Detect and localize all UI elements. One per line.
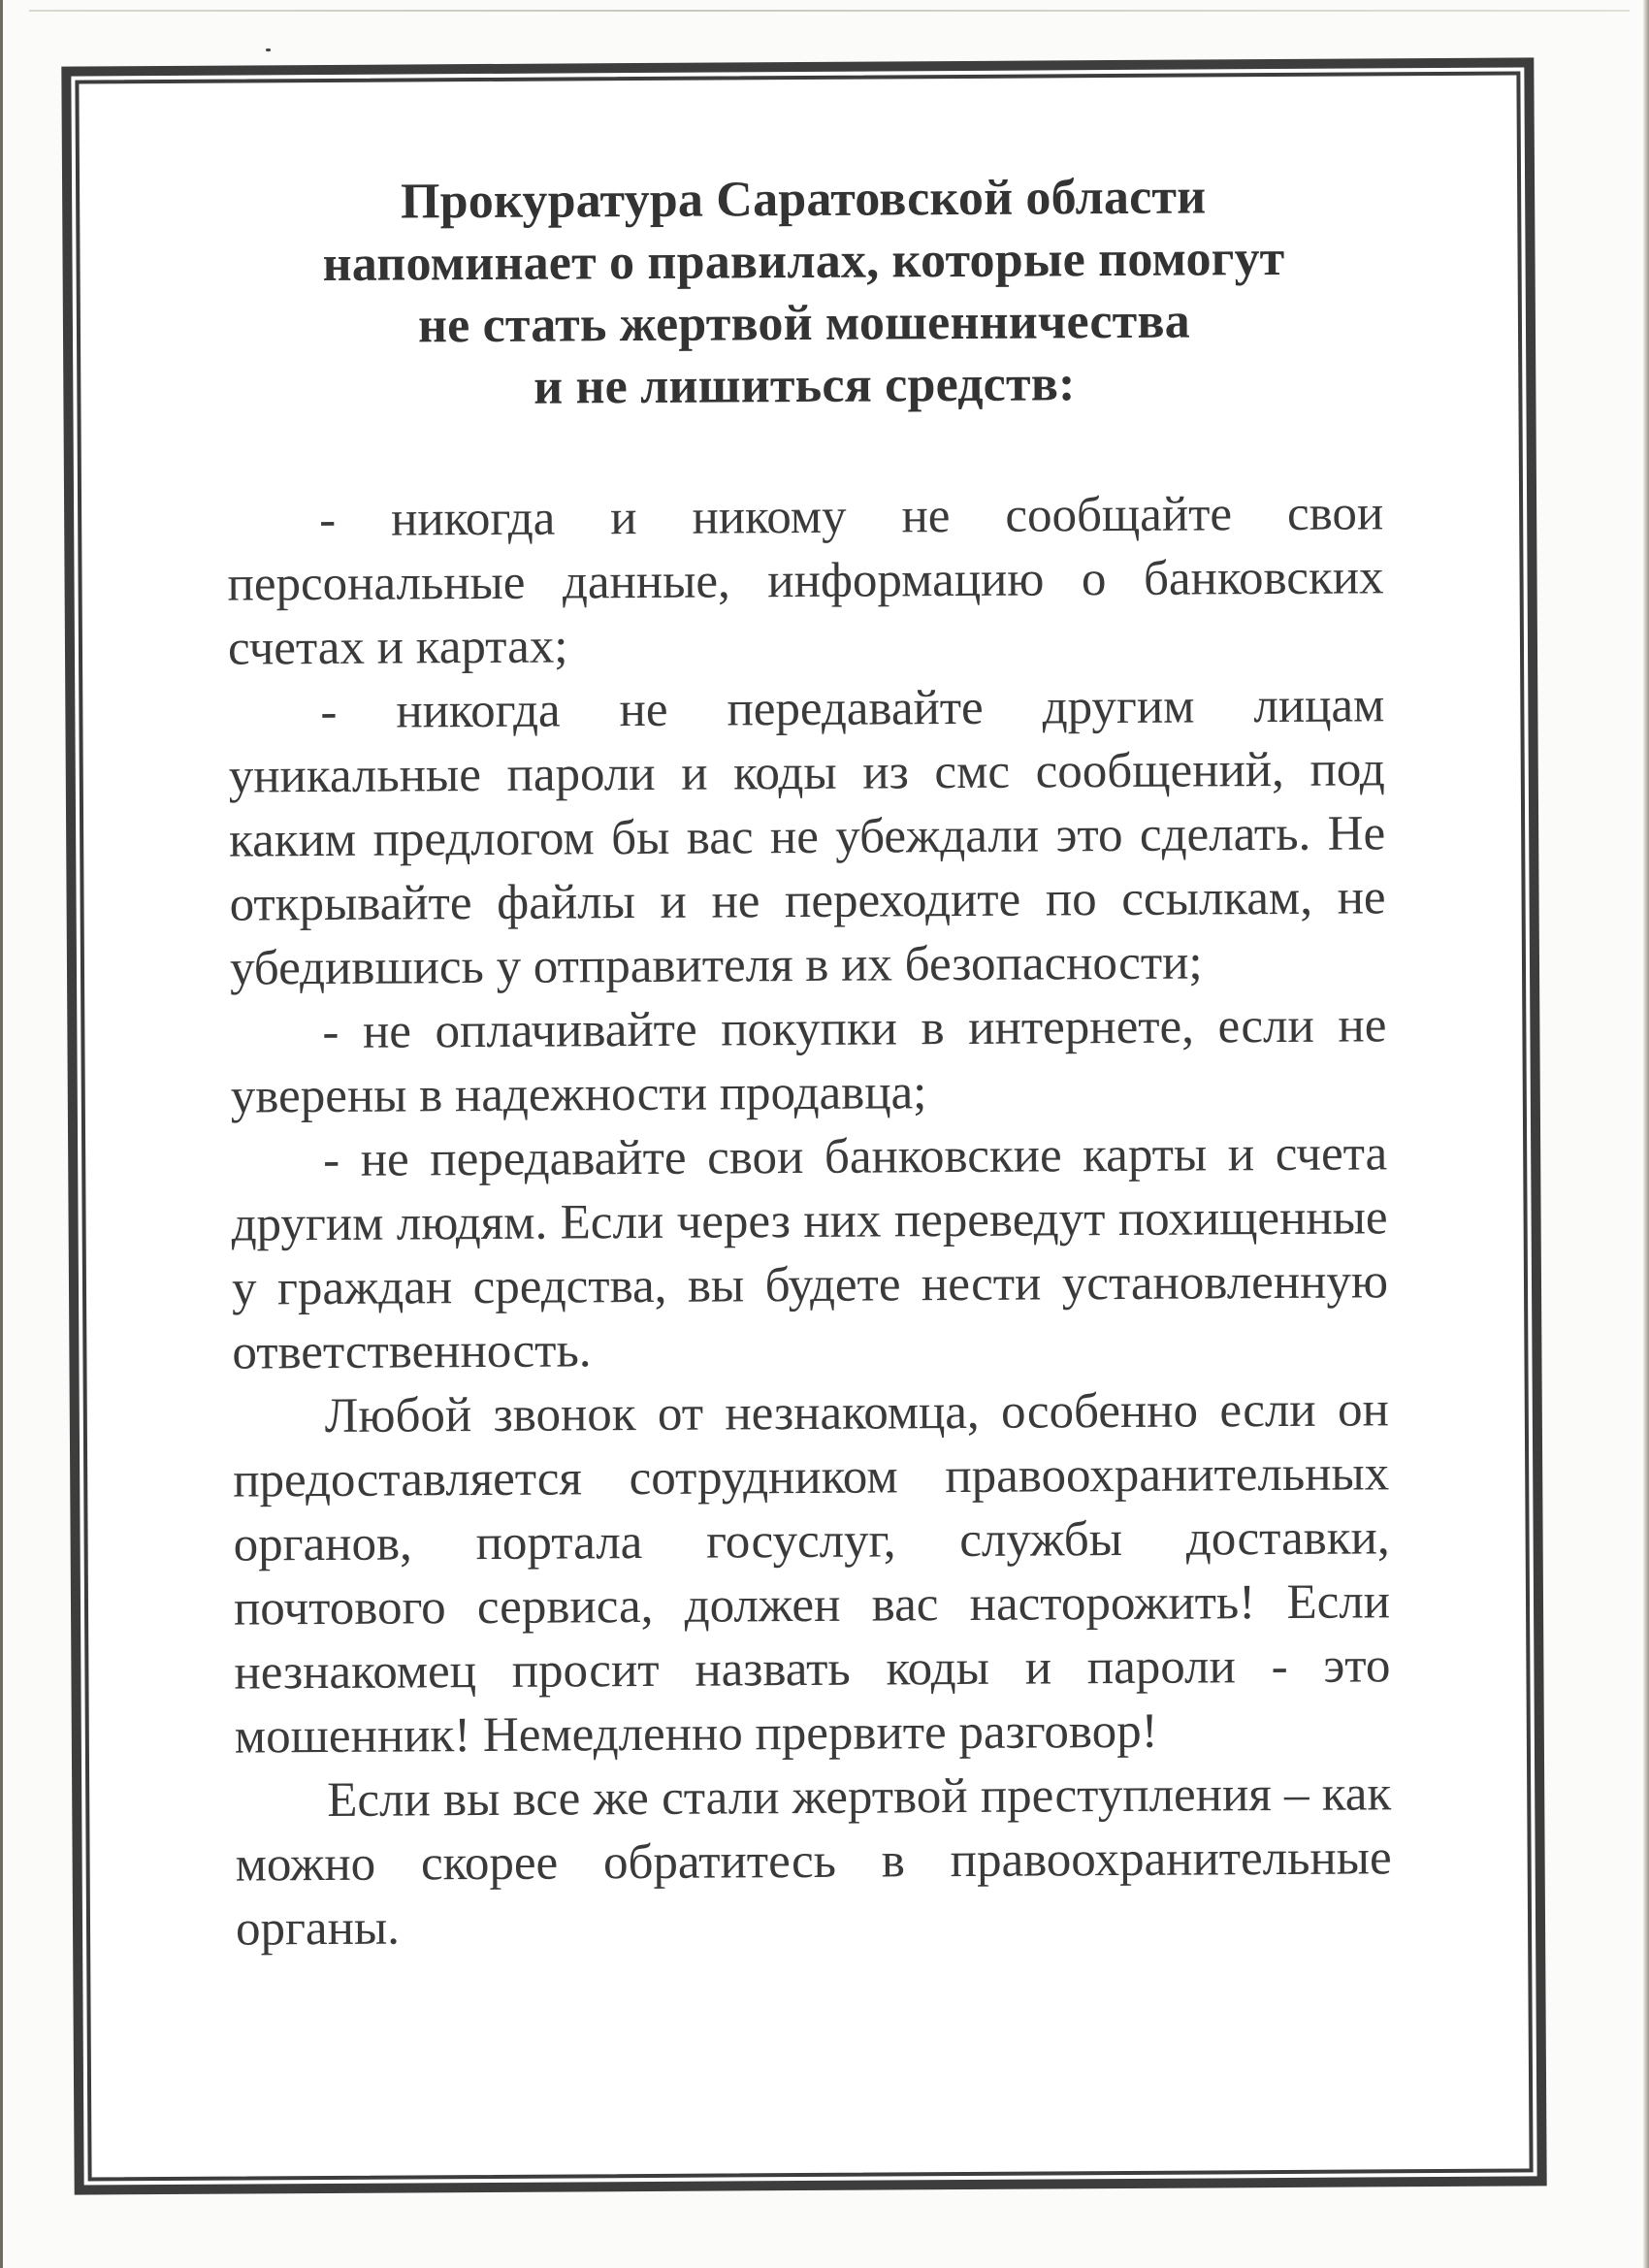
scan-speck bbox=[266, 49, 271, 51]
title-line: напоминает о правилах, которые помогут bbox=[322, 230, 1285, 293]
document-frame-inner bbox=[75, 71, 1533, 2181]
scan-edge-right bbox=[1643, 0, 1649, 2268]
rule-item: - не передавайте свои банковские карты и счета другим людям. Если через них переведут похищенные у граждан средства, вы будете нести установленную ответственность. bbox=[231, 1126, 1389, 1380]
document-frame-outer bbox=[61, 57, 1546, 2194]
rule-item: - никогда и никому не сообщайте свои персональные данные, информацию о банковских счетах и картах; bbox=[227, 486, 1384, 676]
notice-content bbox=[225, 165, 1392, 1960]
notice-body bbox=[227, 481, 1392, 1960]
title-line: не стать жертвой мошенничества bbox=[417, 293, 1191, 354]
scan-edge-left bbox=[0, 0, 3, 2268]
rule-item: - не оплачивайте покупки в интернете, если не уверены в надежности продавца; bbox=[230, 998, 1387, 1124]
scan-edge-top bbox=[29, 10, 1630, 12]
title-line: и не лишиться средств: bbox=[533, 356, 1076, 415]
notice-title bbox=[225, 165, 1383, 420]
title-line: Прокуратура Саратовской области bbox=[400, 169, 1207, 230]
rule-item: - никогда не передавайте другим лицам уникальные пароли и коды из смс сообщений, под каким предлогом бы вас не убеждали это сделать. Не открывайте файлы и не переходите по ссылкам, не убедившись у отправителя в их безопасности; bbox=[228, 678, 1386, 996]
victim-advice-paragraph: Если вы все же стали жертвой преступления – как можно скорее обратитесь в правоохранительные органы. bbox=[235, 1766, 1392, 1957]
warning-paragraph: Любой звонок от незнакомца, особенно если он предоставляется сотрудником правоохранительных органов, портала госуслуг, службы доставки, почтового сервиса, должен вас насторожить! Если незнакомец просит назвать коды и пароли - это мошенник! Немедленно прервите разговор! bbox=[233, 1382, 1391, 1765]
